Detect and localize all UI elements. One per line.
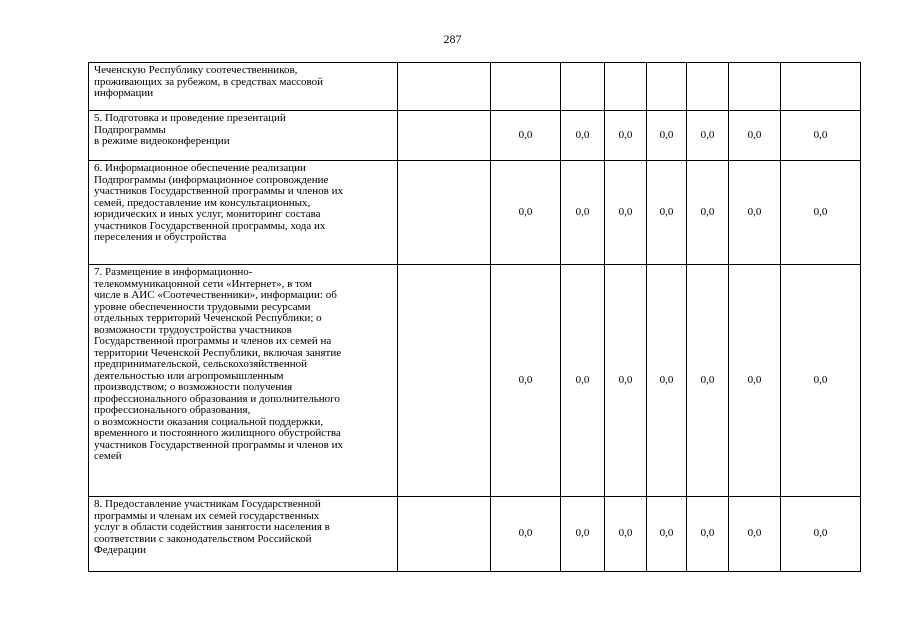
- value-cell: 0,0: [561, 265, 605, 497]
- description-line: отдельных территорий Чеченской Республики; о: [94, 312, 322, 324]
- table-row: [89, 161, 861, 265]
- value-cell: 0,0: [687, 265, 729, 497]
- value-cell: 0,0: [729, 497, 781, 572]
- description-line: 6. Информационное обеспечение реализации: [94, 162, 306, 174]
- description-line: в режиме видеоконференции: [94, 135, 230, 147]
- table-row: [89, 497, 861, 572]
- description-line: возможности трудоустройства участников: [94, 323, 292, 336]
- description-line: переселения и обустройства: [94, 231, 227, 243]
- value-cell: 0,0: [605, 161, 647, 265]
- value-cell: 0,0: [781, 161, 861, 265]
- description-line: Государственной программы и членов их семей на: [94, 335, 332, 347]
- description-line: соответствии с законодательством Российской: [94, 532, 312, 545]
- value-cell: 0,0: [561, 111, 605, 161]
- description-line: проживающих за рубежом, в средствах массовой: [94, 75, 324, 88]
- description-line: профессионального образования и дополнительного: [94, 392, 340, 405]
- description-line: участников Государственной программы и членов их: [94, 185, 344, 197]
- value-cell: 0,0: [561, 161, 605, 265]
- description-line: участников Государственной программы и членов их: [94, 438, 344, 451]
- description-line: Подпрограммы: [94, 123, 166, 136]
- row-description: [89, 497, 398, 572]
- description-line: Подпрограммы (информационное сопровождение: [94, 173, 329, 186]
- value-cell: [398, 161, 491, 265]
- description-line: семей: [94, 450, 122, 462]
- table-row: [89, 111, 861, 161]
- row-description: [89, 265, 398, 497]
- page-number: 287: [443, 32, 462, 46]
- value-cell: 0,0: [647, 161, 687, 265]
- row-description: [89, 63, 398, 111]
- value-cell: [491, 63, 561, 111]
- value-cell: 0,0: [605, 497, 647, 572]
- description-line: 7. Размещение в информационно-: [94, 266, 253, 278]
- table-row: [89, 63, 861, 111]
- value-cell: [781, 63, 861, 111]
- value-cell: 0,0: [729, 265, 781, 497]
- description-line: временного и постоянного жилищного обустройства: [94, 427, 341, 439]
- value-cell: 0,0: [781, 265, 861, 497]
- description-line: профессионального образования,: [94, 404, 251, 416]
- value-cell: 0,0: [647, 111, 687, 161]
- description-line: 5. Подготовка и проведение презентаций: [94, 112, 286, 124]
- value-cell: [398, 497, 491, 572]
- value-cell: [398, 111, 491, 161]
- value-cell: [561, 63, 605, 111]
- value-cell: 0,0: [781, 497, 861, 572]
- description-line: участников Государственной программы, хода их: [94, 219, 326, 232]
- description-line: производством; о возможности получения: [94, 381, 293, 393]
- row-description: [89, 161, 398, 265]
- value-cell: 0,0: [561, 497, 605, 572]
- value-cell: 0,0: [605, 111, 647, 161]
- value-cell: 0,0: [687, 111, 729, 161]
- description-line: предпринимательской, сельскохозяйственной: [94, 358, 308, 370]
- budget-table: [88, 62, 861, 572]
- description-line: Чеченскую Республику соотечественников,: [94, 64, 298, 76]
- value-cell: 0,0: [491, 497, 561, 572]
- value-cell: 0,0: [491, 161, 561, 265]
- description-line: уровне обеспеченности трудовыми ресурсами: [94, 300, 311, 313]
- value-cell: 0,0: [491, 265, 561, 497]
- value-cell: 0,0: [729, 111, 781, 161]
- value-cell: [647, 63, 687, 111]
- value-cell: [605, 63, 647, 111]
- description-line: территории Чеченской Республики, включая занятие: [94, 346, 342, 359]
- value-cell: 0,0: [687, 161, 729, 265]
- table-body: [89, 63, 861, 572]
- description-line: числе в АИС «Соотечественники», информации: об: [94, 289, 337, 301]
- value-cell: [398, 63, 491, 111]
- value-cell: 0,0: [647, 497, 687, 572]
- value-cell: 0,0: [605, 265, 647, 497]
- row-description: [89, 111, 398, 161]
- value-cell: 0,0: [729, 161, 781, 265]
- description-line: услуг в области содействия занятости населения в: [94, 521, 330, 533]
- description-line: телекоммуникацонной сети «Интернет», в том: [94, 277, 312, 290]
- value-cell: 0,0: [647, 265, 687, 497]
- value-cell: 0,0: [491, 111, 561, 161]
- description-line: информации: [94, 87, 154, 99]
- value-cell: 0,0: [781, 111, 861, 161]
- description-line: программы и членам их семей государственных: [94, 509, 320, 522]
- value-cell: [687, 63, 729, 111]
- description-line: юридических и иных услуг, мониторинг состава: [94, 208, 321, 220]
- table-row: [89, 265, 861, 497]
- description-line: семей, предоставление им консультационных,: [94, 196, 311, 209]
- value-cell: [729, 63, 781, 111]
- description-line: Федерации: [94, 544, 146, 556]
- description-line: о возможности оказания социальной поддержки,: [94, 415, 324, 428]
- value-cell: 0,0: [687, 497, 729, 572]
- value-cell: [398, 265, 491, 497]
- description-line: 8. Предоставление участникам Государственной: [94, 498, 321, 510]
- description-line: деятельностью или агропромышленным: [94, 369, 284, 382]
